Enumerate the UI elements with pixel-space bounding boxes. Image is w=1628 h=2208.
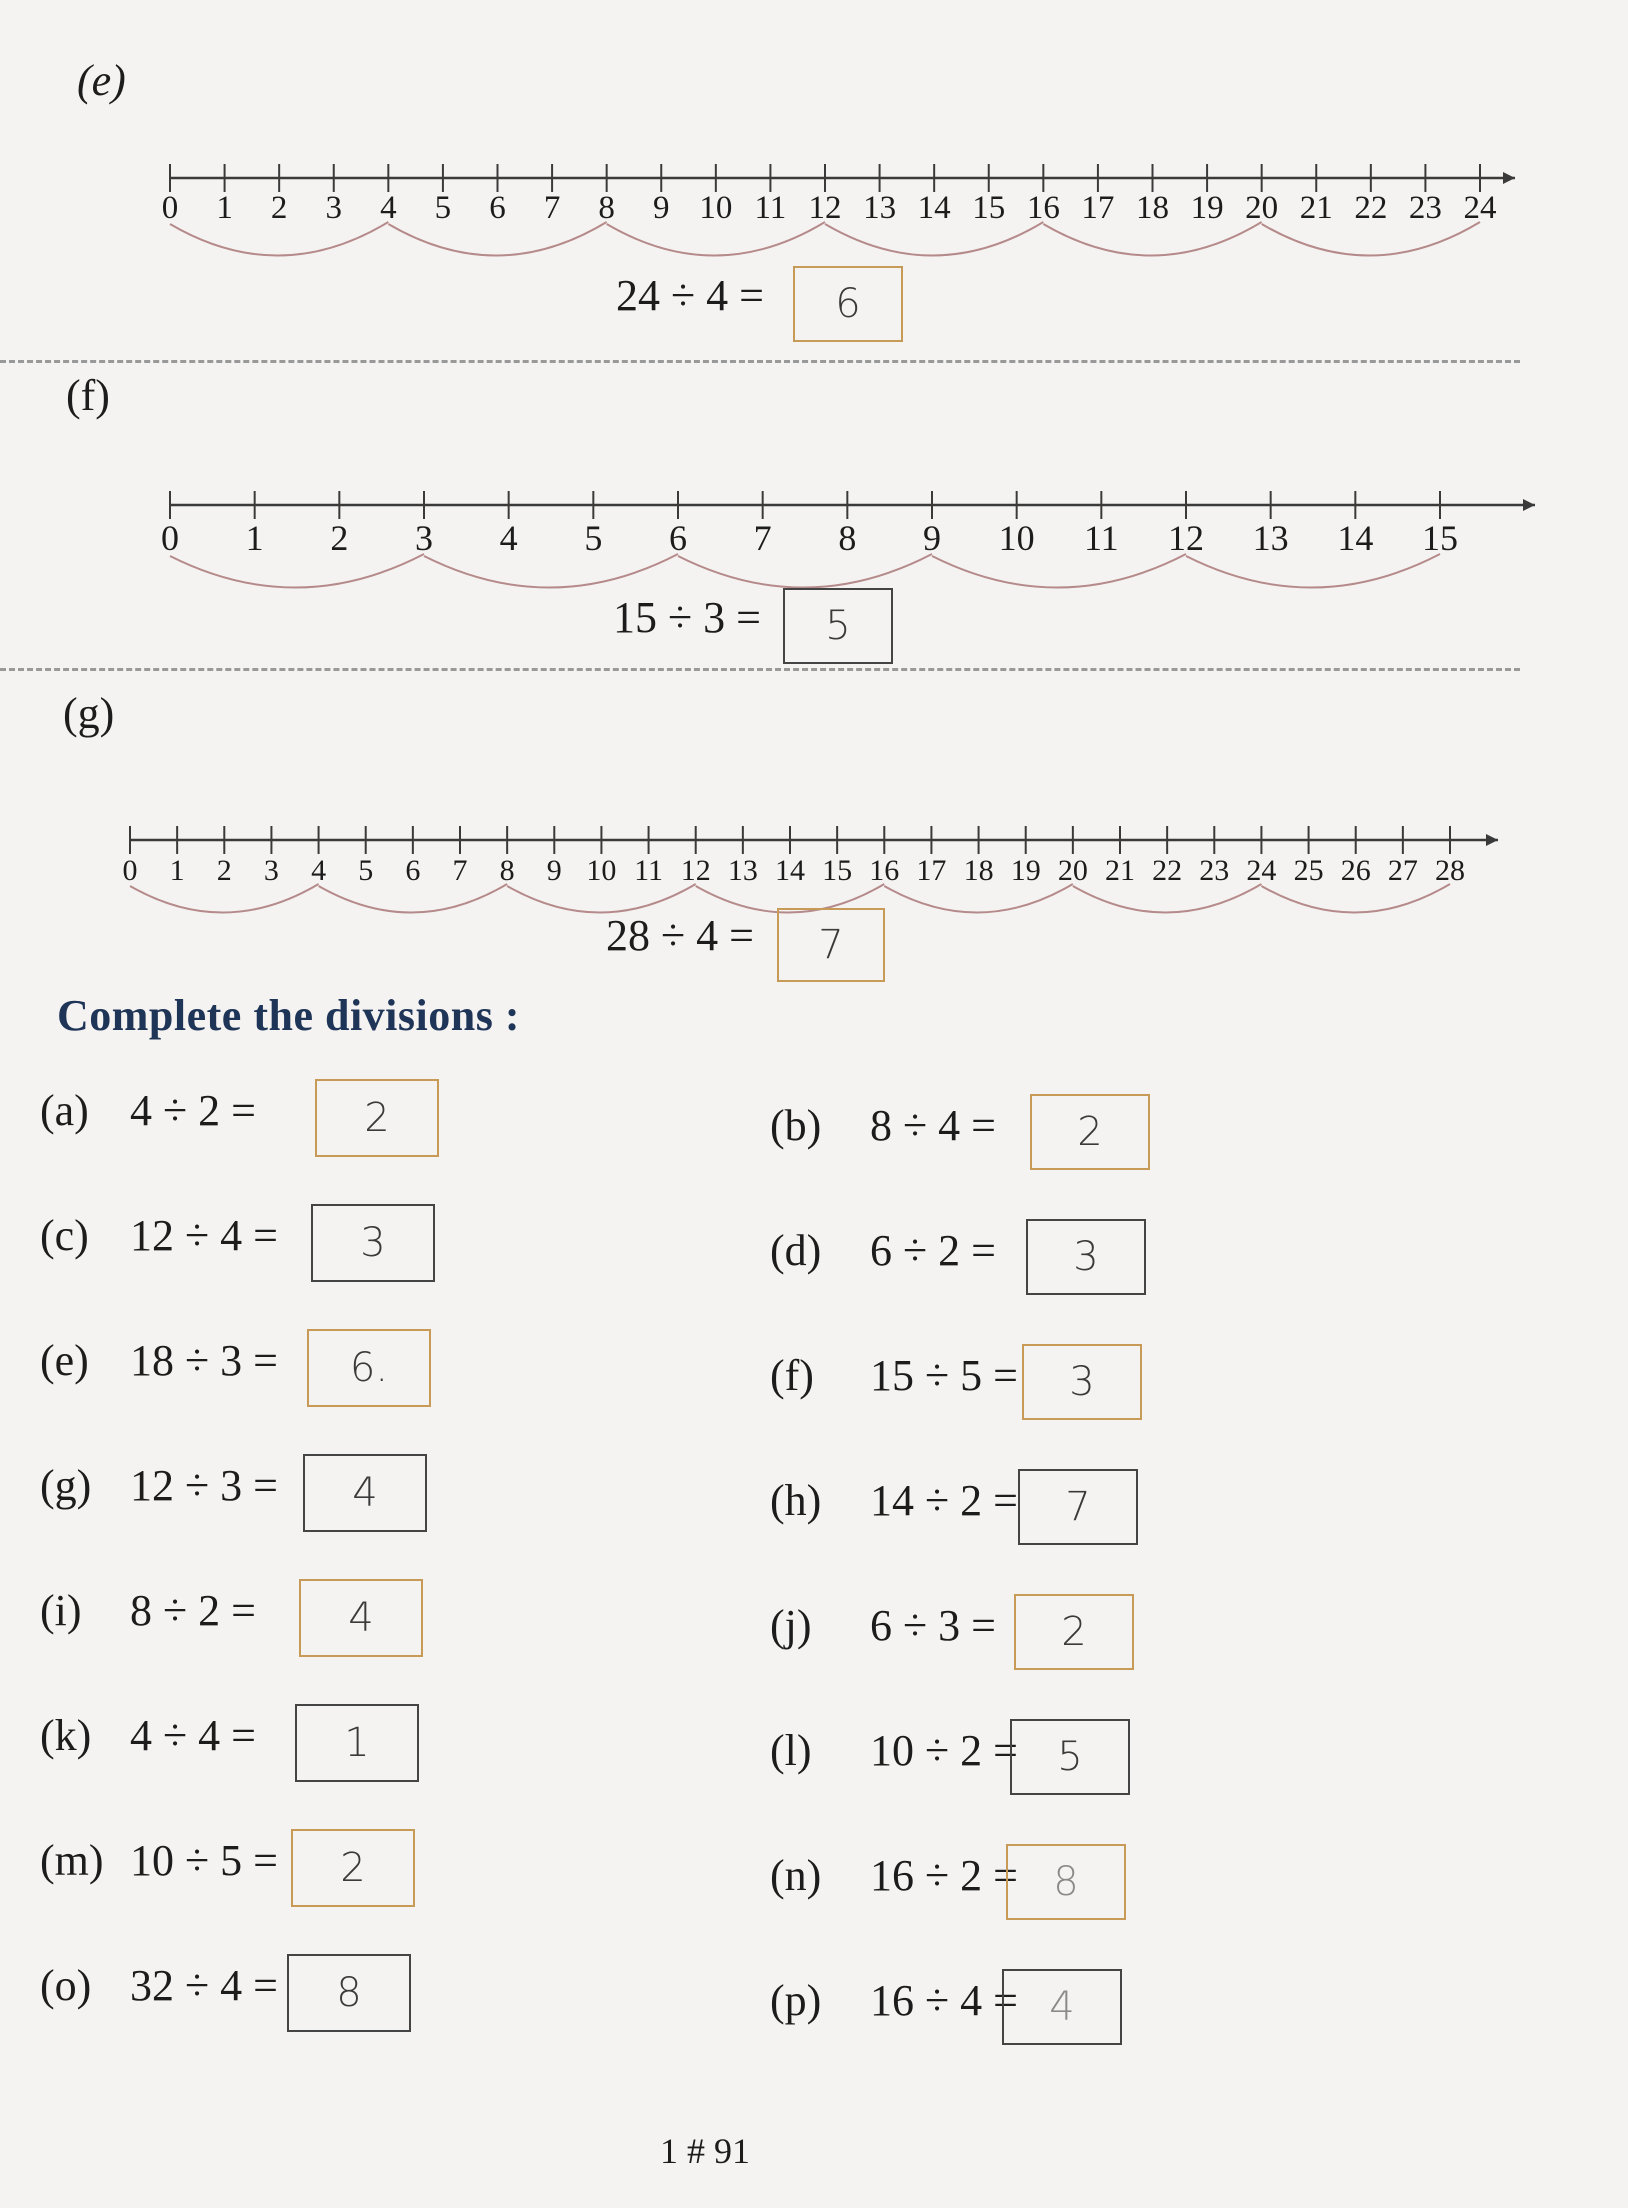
answer-box[interactable]: 4 [1002,1969,1122,2045]
answer-box[interactable]: 1 [295,1704,419,1782]
number-line-label: 2 [330,518,349,558]
problem-expression: 4 ÷ 4 = [130,1711,256,1760]
number-line-label: 12 [808,190,842,226]
number-line-label: 22 [1152,854,1183,887]
hop-arc [170,222,388,256]
hop-arc [319,884,508,913]
hop-arc [1262,222,1480,256]
number-line-label: 20 [1057,854,1088,887]
hop-arc [1073,884,1262,913]
number-line-label: 1 [216,190,233,226]
number-line-label: 8 [838,518,857,558]
problem-expression: 6 ÷ 2 = [870,1226,996,1275]
answer-box[interactable]: 8 [287,1954,411,2032]
problem-label: (e) [40,1336,89,1385]
number-line-label: 14 [775,854,805,887]
answer-box[interactable]: 4 [299,1579,423,1657]
number-line-label: 5 [584,518,603,558]
problem-label: (b) [770,1101,822,1150]
problem-label: (d) [770,1226,822,1275]
number-line-label: 11 [754,190,787,226]
number-line-label: 18 [963,854,994,887]
number-line-label: 4 [380,190,397,226]
problem-label: (i) [40,1586,82,1635]
problem-label: (p) [770,1976,822,2025]
number-line-label: 16 [1026,190,1060,226]
number-line-label: 12 [1168,518,1204,558]
answer-box[interactable]: 8 [1006,1844,1126,1920]
problem-expression: 8 ÷ 2 = [130,1586,256,1635]
arrow-icon [1523,499,1535,511]
section-g-label: (g) [63,689,115,738]
answer-box[interactable]: 6. [307,1329,431,1407]
number-line-label: 13 [1252,518,1289,558]
hop-arc [1186,554,1440,588]
problem-expression: 8 ÷ 4 = [870,1101,996,1150]
number-line-e [0,0,1628,300]
answer-box-e[interactable]: 6 [793,266,903,342]
number-line-label: 5 [358,854,374,887]
answer-box[interactable]: 2 [315,1079,439,1157]
number-line-label: 9 [923,518,941,558]
number-line-label: 28 [1435,854,1465,887]
answer-box[interactable]: 3 [1026,1219,1146,1295]
number-line-label: 6 [489,190,506,226]
problem-expression: 10 ÷ 5 = [130,1836,278,1885]
hop-arc [1043,222,1261,256]
number-line-label: 7 [753,518,772,558]
number-line-label: 9 [546,854,562,887]
number-line-label: 19 [1010,854,1041,887]
arrow-icon [1486,834,1498,846]
number-line-label: 15 [822,854,853,887]
number-line-label: 10 [998,518,1035,558]
number-line-label: 0 [161,518,179,558]
hop-arc [607,222,825,256]
problem-expression: 15 ÷ 5 = [870,1351,1018,1400]
number-line-label: 1 [169,854,185,887]
problem-label: (c) [40,1211,89,1260]
number-line-label: 26 [1340,854,1371,887]
problem-expression: 14 ÷ 2 = [870,1476,1018,1525]
problem-label: (o) [40,1961,92,2010]
number-line-label: 4 [499,518,518,558]
answer-box[interactable]: 4 [303,1454,427,1532]
number-line-label: 24 [1246,854,1277,887]
hop-arc [932,554,1186,588]
problem-expression: 12 ÷ 3 = [130,1461,278,1510]
hop-arc [170,554,424,588]
problem-label: (n) [770,1851,822,1900]
problem-label: (l) [770,1726,812,1775]
number-line-label: 7 [543,190,561,226]
hop-arc [388,222,606,256]
hop-arc [678,554,932,588]
arrow-icon [1503,172,1515,184]
number-line-label: 0 [161,190,179,226]
answer-box-f[interactable]: 5 [783,588,893,664]
equation-e: 24 ÷ 4 = [616,271,764,320]
divider [0,360,1520,363]
problem-expression: 16 ÷ 2 = [870,1851,1018,1900]
number-line-label: 6 [669,518,687,558]
problem-label: (g) [40,1461,92,1510]
number-line-label: 15 [972,190,1006,226]
section-f-label: (f) [66,371,110,420]
number-line-label: 0 [122,854,138,887]
number-line-label: 8 [598,190,615,226]
number-line-label: 10 [586,854,617,887]
number-line-label: 13 [863,190,897,226]
section-heading: Complete the divisions : [57,991,520,1040]
hop-arc [825,222,1043,256]
problem-expression: 18 ÷ 3 = [130,1336,278,1385]
number-line-label: 21 [1299,190,1333,226]
hop-arc [424,554,678,588]
answer-box[interactable]: 2 [1014,1594,1134,1670]
divider [0,668,1520,671]
number-line-label: 2 [270,190,288,226]
problem-label: (j) [770,1601,812,1650]
number-line-label: 16 [869,854,900,887]
problem-label: (m) [40,1836,104,1885]
number-line-label: 18 [1136,190,1169,226]
problem-label: (a) [40,1086,89,1135]
problem-label: (h) [770,1476,822,1525]
problem-expression: 16 ÷ 4 = [870,1976,1018,2025]
number-line-label: 19 [1190,190,1224,226]
number-line-label: 15 [1422,518,1458,558]
page-number: 1 # 91 [660,2131,750,2171]
number-line-label: 17 [916,854,947,887]
number-line-label: 11 [1083,518,1119,558]
number-line-label: 25 [1293,854,1324,887]
answer-box[interactable]: 7 [1018,1469,1138,1545]
problem-expression: 12 ÷ 4 = [130,1211,278,1260]
number-line-label: 8 [499,854,515,887]
answer-box[interactable]: 3 [311,1204,435,1282]
number-line-label: 24 [1463,190,1497,226]
equation-g: 28 ÷ 4 = [606,911,754,960]
number-line-label: 22 [1354,190,1388,226]
hop-arc [507,884,696,913]
number-line-label: 23 [1408,190,1442,226]
answer-box[interactable]: 2 [1030,1094,1150,1170]
number-line-label: 14 [1337,518,1374,558]
number-line-label: 17 [1081,190,1115,226]
number-line-label: 14 [917,190,951,226]
number-line-label: 12 [680,854,711,887]
problem-expression: 10 ÷ 2 = [870,1726,1018,1775]
number-line-label: 4 [311,854,327,887]
number-line-label: 20 [1245,190,1279,226]
answer-box[interactable]: 2 [291,1829,415,1907]
number-line-label: 7 [452,854,468,887]
section-e-label: (e) [77,56,126,105]
hop-arc [130,884,319,913]
hop-arc [884,884,1073,913]
number-line-label: 10 [699,190,733,226]
number-line-label: 27 [1387,854,1418,887]
answer-box[interactable]: 3 [1022,1344,1142,1420]
number-line-label: 3 [325,190,342,226]
number-line-label: 3 [263,854,279,887]
problem-expression: 32 ÷ 4 = [130,1961,278,2010]
problem-label: (f) [770,1351,814,1400]
number-line-label: 1 [245,518,264,558]
number-line-label: 3 [415,518,433,558]
number-line-label: 6 [405,854,421,887]
number-line-label: 5 [434,190,452,226]
number-line-label: 13 [727,854,758,887]
problem-expression: 4 ÷ 2 = [130,1086,256,1135]
number-line-label: 11 [634,854,664,887]
number-line-label: 21 [1105,854,1135,887]
answer-box[interactable]: 5 [1010,1719,1130,1795]
problem-label: (k) [40,1711,92,1760]
answer-box-g[interactable]: 7 [777,908,885,982]
number-line-label: 9 [653,190,670,226]
hop-arc [1261,884,1450,913]
equation-f: 15 ÷ 3 = [613,593,761,642]
number-line-label: 23 [1199,854,1230,887]
number-line-label: 2 [216,854,232,887]
problem-expression: 6 ÷ 3 = [870,1601,996,1650]
